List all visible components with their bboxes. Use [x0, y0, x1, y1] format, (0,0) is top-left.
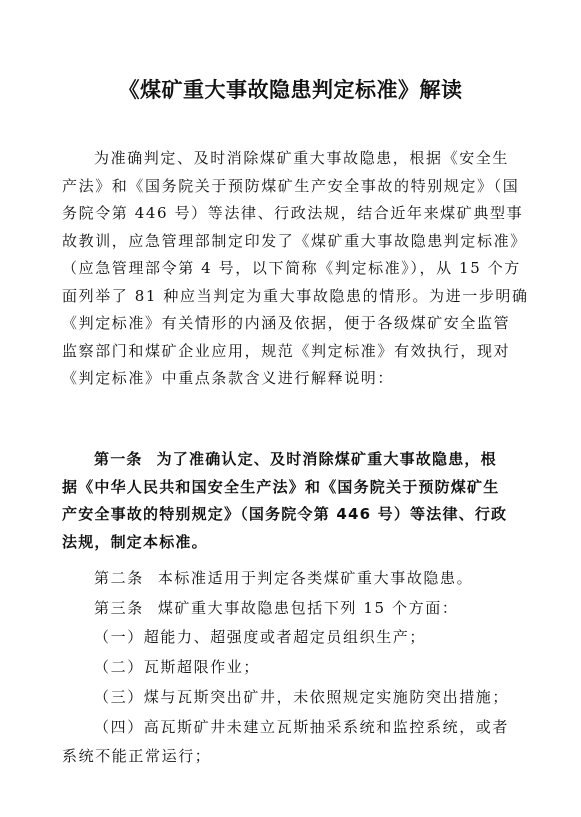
article-1: [62, 446, 522, 556]
article-2-label: 第二条: [94, 569, 144, 587]
article-1-line: 法规，制定本标准。: [62, 532, 208, 551]
article-3: [62, 595, 522, 623]
intro-line: 监察部门和煤矿企业应用，规范《判定标准》有效执行，现对: [62, 341, 511, 360]
article-3-item: （一）超能力、超强度或者超定员组织生产；: [94, 628, 427, 646]
article-3-line: [62, 595, 522, 623]
article-2-line: [62, 565, 522, 593]
intro-line: 《判定标准》有关情形的内涵及依据，便于各级煤矿安全监管: [62, 314, 511, 332]
intro-line: 务院令第 446 号）等法律、行政法规，结合近年来煤矿典型事: [62, 204, 524, 222]
article-3-item-continuation: 系统不能正常运行；: [62, 747, 212, 765]
article-1-line: 产安全事故的特别规定》（国务院令第 446 号）等法律、行政: [62, 505, 508, 523]
intro-line: 故教训，应急管理部制定印发了《煤矿重大事故隐患判定标准》: [62, 231, 527, 250]
intro-paragraph: [62, 145, 529, 393]
intro-line: 为准确判定、及时消除煤矿重大事故隐患，根据《安全生: [94, 149, 510, 167]
article-3-item: （四）高瓦斯矿井未建立瓦斯抽采系统和监控系统，或者: [94, 718, 510, 736]
intro-line: （应急管理部令第 4 号，以下简称《判定标准》），从 15 个方: [62, 259, 521, 277]
intro-line: 《判定标准》中重点条款含义进行解释说明：: [62, 369, 395, 387]
article-1-line: [62, 446, 522, 474]
article-2-text: 本标准适用于判定各类煤矿重大事故隐患。: [157, 569, 474, 587]
article-3-item: （二）瓦斯超限作业；: [94, 658, 261, 676]
article-3-item: （三）煤与瓦斯突出矿井，未依照规定实施防突出措施；: [94, 688, 510, 706]
article-3-label: 第三条: [94, 599, 144, 617]
article-1-text: 为了准确认定、及时消除煤矿重大事故隐患，根: [156, 450, 497, 468]
article-3-text: 煤矿重大事故隐患包括下列 15 个方面：: [157, 599, 459, 617]
article-2: [62, 565, 522, 593]
article-1-label: 第一条: [94, 450, 143, 468]
intro-line: 产法》和《国务院关于预防煤矿生产安全事故的特别规定》（国: [62, 176, 520, 195]
intro-line: 面列举了 81 种应当判定为重大事故隐患的情形。为进一步明确: [62, 286, 529, 305]
article-1-line: 据《中华人民共和国安全生产法》和《国务院关于预防煤矿生: [62, 477, 500, 496]
page-title: 《煤矿重大事故隐患判定标准》解读: [118, 78, 463, 102]
